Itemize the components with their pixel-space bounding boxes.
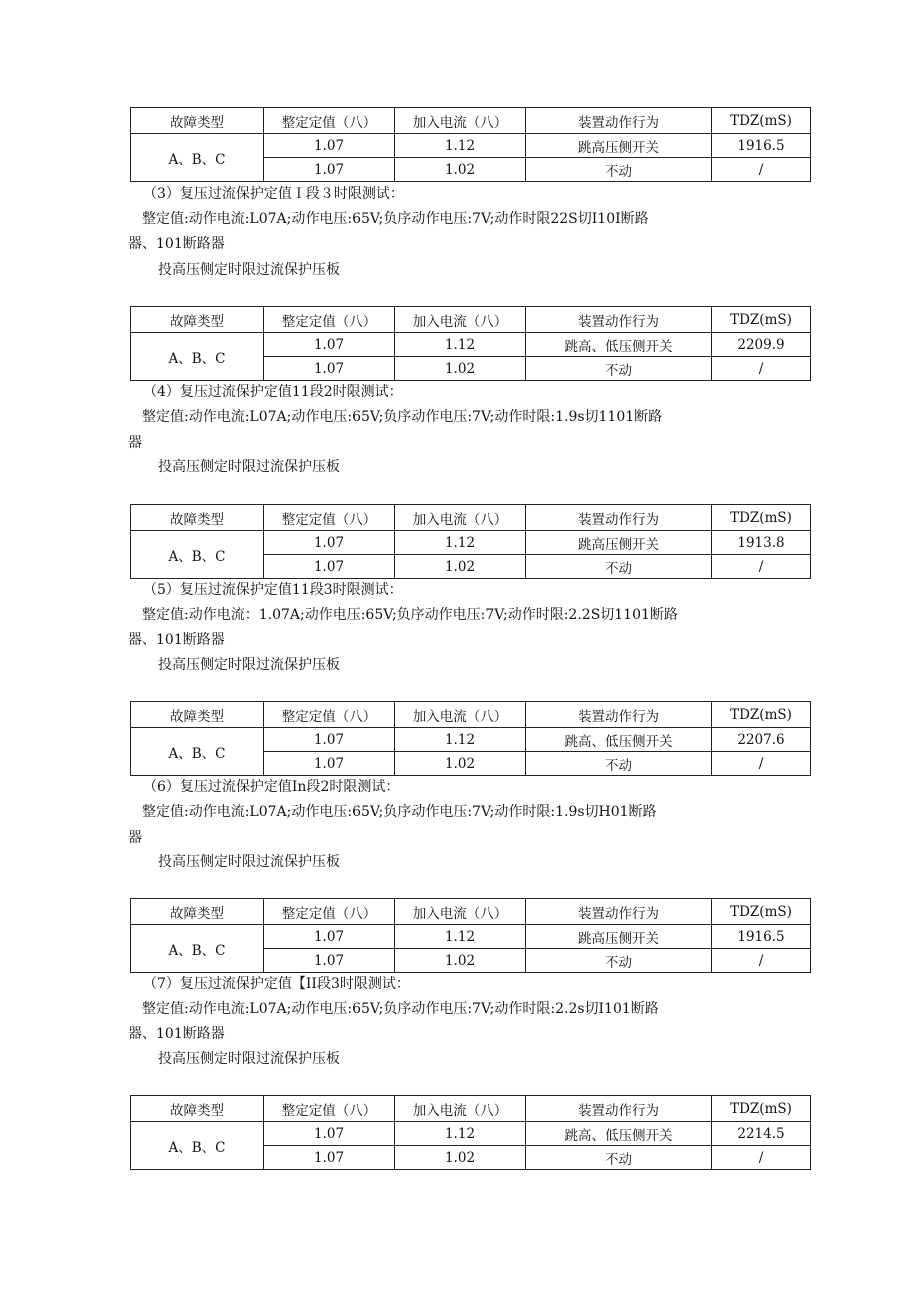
header-current: 加入电流（八） — [395, 307, 526, 333]
setting-value: 1.07 — [264, 531, 395, 555]
fault-phases: A、B、C — [131, 531, 264, 579]
tdz-value: / — [712, 158, 811, 182]
header-setting: 整定定值（八） — [264, 899, 395, 925]
header-action: 装置动作行为 — [526, 702, 712, 728]
header-fault-type: 故障类型 — [131, 307, 264, 333]
fault-phases: A、B、C — [131, 1122, 264, 1170]
section-heading: （3）复压过流保护定值Ｉ段３时限测试： — [143, 186, 404, 202]
setting-value: 1.07 — [264, 752, 395, 776]
table-header-row — [131, 1096, 811, 1122]
setting-line: 整定值:动作电流:L07A;动作电压:65V;负序动作电压:7V;动作时限:2.2s切I101断路 — [142, 1001, 659, 1017]
protection-board: 投高压侧定时限过流保护压板 — [158, 657, 340, 673]
section-heading: （7）复压过流保护定值【II段3时限测试： — [143, 976, 410, 992]
table-row — [131, 728, 811, 752]
section-heading: （6）复压过流保护定值In段2时限测试： — [143, 779, 400, 795]
tdz-value: 1913.8 — [712, 531, 811, 555]
header-setting: 整定定值（八） — [264, 108, 395, 134]
fault-phases: A、B、C — [131, 134, 264, 182]
applied-current: 1.02 — [395, 357, 526, 381]
applied-current: 1.12 — [395, 134, 526, 158]
header-fault-type: 故障类型 — [131, 702, 264, 728]
header-fault-type: 故障类型 — [131, 505, 264, 531]
setting-line: 整定值:动作电流：1.07A;动作电压:65V;负序动作电压:7V;动作时限:2.2S切1101断路 — [142, 607, 678, 623]
setting-line-cont: 器 — [128, 435, 142, 451]
setting-line: 整定值:动作电流:L07A;动作电压:65V;负序动作电压:7V;动作时限:1.9s切1101断路 — [142, 409, 663, 425]
applied-current: 1.02 — [395, 1146, 526, 1170]
setting-value: 1.07 — [264, 333, 395, 357]
section-heading: （5）复压过流保护定值11段3时限测试： — [143, 582, 403, 598]
header-setting: 整定定值（八） — [264, 702, 395, 728]
table-header-row — [131, 505, 811, 531]
header-action: 装置动作行为 — [526, 1096, 712, 1122]
header-tdz: TDZ(mS) — [712, 1096, 811, 1122]
header-setting: 整定定值（八） — [264, 307, 395, 333]
device-action: 跳高、低压侧开关 — [526, 728, 712, 752]
table-header-row — [131, 899, 811, 925]
test-table — [130, 701, 811, 776]
test-table — [130, 306, 811, 381]
header-fault-type: 故障类型 — [131, 899, 264, 925]
fault-phases: A、B、C — [131, 333, 264, 381]
test-table — [130, 504, 811, 579]
header-tdz: TDZ(mS) — [712, 307, 811, 333]
tdz-value: 1916.5 — [712, 134, 811, 158]
applied-current: 1.12 — [395, 925, 526, 949]
device-action: 跳高、低压侧开关 — [526, 1122, 712, 1146]
header-tdz: TDZ(mS) — [712, 108, 811, 134]
setting-line-cont: 器、101断路器 — [128, 236, 225, 252]
header-current: 加入电流（八） — [395, 1096, 526, 1122]
table-header-row — [131, 307, 811, 333]
header-tdz: TDZ(mS) — [712, 702, 811, 728]
table-row — [131, 134, 811, 158]
test-table — [130, 1095, 811, 1170]
header-tdz: TDZ(mS) — [712, 899, 811, 925]
protection-board: 投高压侧定时限过流保护压板 — [158, 1051, 340, 1067]
device-action: 跳高、低压侧开关 — [526, 333, 712, 357]
setting-line: 整定值:动作电流:L07A;动作电压:65V;负序动作电压:7V;动作时限:1.9s切H01断路 — [142, 804, 657, 820]
header-setting: 整定定值（八） — [264, 1096, 395, 1122]
device-action: 不动 — [526, 752, 712, 776]
device-action: 跳高压侧开关 — [526, 531, 712, 555]
setting-value: 1.07 — [264, 357, 395, 381]
setting-line-cont: 器 — [128, 830, 142, 846]
test-table — [130, 898, 811, 973]
device-action: 不动 — [526, 949, 712, 973]
header-fault-type: 故障类型 — [131, 108, 264, 134]
device-action: 不动 — [526, 357, 712, 381]
applied-current: 1.12 — [395, 333, 526, 357]
tdz-value: / — [712, 555, 811, 579]
tdz-value: / — [712, 752, 811, 776]
setting-value: 1.07 — [264, 134, 395, 158]
header-current: 加入电流（八） — [395, 702, 526, 728]
header-current: 加入电流（八） — [395, 108, 526, 134]
table-row — [131, 531, 811, 555]
header-action: 装置动作行为 — [526, 505, 712, 531]
setting-value: 1.07 — [264, 555, 395, 579]
protection-board: 投高压侧定时限过流保护压板 — [158, 459, 340, 475]
device-action: 跳高压侧开关 — [526, 925, 712, 949]
header-action: 装置动作行为 — [526, 108, 712, 134]
protection-board: 投高压侧定时限过流保护压板 — [158, 262, 340, 278]
fault-phases: A、B、C — [131, 728, 264, 776]
applied-current: 1.02 — [395, 752, 526, 776]
table-header-row — [131, 108, 811, 134]
applied-current: 1.02 — [395, 949, 526, 973]
setting-value: 1.07 — [264, 1122, 395, 1146]
setting-value: 1.07 — [264, 1146, 395, 1170]
header-current: 加入电流（八） — [395, 899, 526, 925]
tdz-value: / — [712, 357, 811, 381]
protection-board: 投高压侧定时限过流保护压板 — [158, 854, 340, 870]
table-header-row — [131, 702, 811, 728]
applied-current: 1.02 — [395, 555, 526, 579]
applied-current: 1.12 — [395, 1122, 526, 1146]
device-action: 不动 — [526, 158, 712, 182]
header-current: 加入电流（八） — [395, 505, 526, 531]
test-table — [130, 107, 811, 182]
tdz-value: 2209.9 — [712, 333, 811, 357]
applied-current: 1.12 — [395, 728, 526, 752]
device-action: 跳高压侧开关 — [526, 134, 712, 158]
tdz-value: 1916.5 — [712, 925, 811, 949]
applied-current: 1.02 — [395, 158, 526, 182]
setting-value: 1.07 — [264, 925, 395, 949]
fault-phases: A、B、C — [131, 925, 264, 973]
header-tdz: TDZ(mS) — [712, 505, 811, 531]
tdz-value: 2207.6 — [712, 728, 811, 752]
tdz-value: 2214.5 — [712, 1122, 811, 1146]
setting-value: 1.07 — [264, 949, 395, 973]
applied-current: 1.12 — [395, 531, 526, 555]
header-action: 装置动作行为 — [526, 899, 712, 925]
setting-value: 1.07 — [264, 158, 395, 182]
device-action: 不动 — [526, 1146, 712, 1170]
header-action: 装置动作行为 — [526, 307, 712, 333]
setting-line-cont: 器、101断路器 — [128, 1026, 225, 1042]
table-row — [131, 1122, 811, 1146]
header-setting: 整定定值（八） — [264, 505, 395, 531]
setting-line: 整定值:动作电流:L07A;动作电压:65V;负序动作电压:7V;动作时限22S切I10I断路 — [142, 211, 649, 227]
table-row — [131, 333, 811, 357]
tdz-value: / — [712, 1146, 811, 1170]
setting-value: 1.07 — [264, 728, 395, 752]
section-heading: （4）复压过流保护定值11段2时限测试： — [143, 384, 403, 400]
header-fault-type: 故障类型 — [131, 1096, 264, 1122]
setting-line-cont: 器、101断路器 — [128, 632, 225, 648]
device-action: 不动 — [526, 555, 712, 579]
table-row — [131, 925, 811, 949]
tdz-value: / — [712, 949, 811, 973]
